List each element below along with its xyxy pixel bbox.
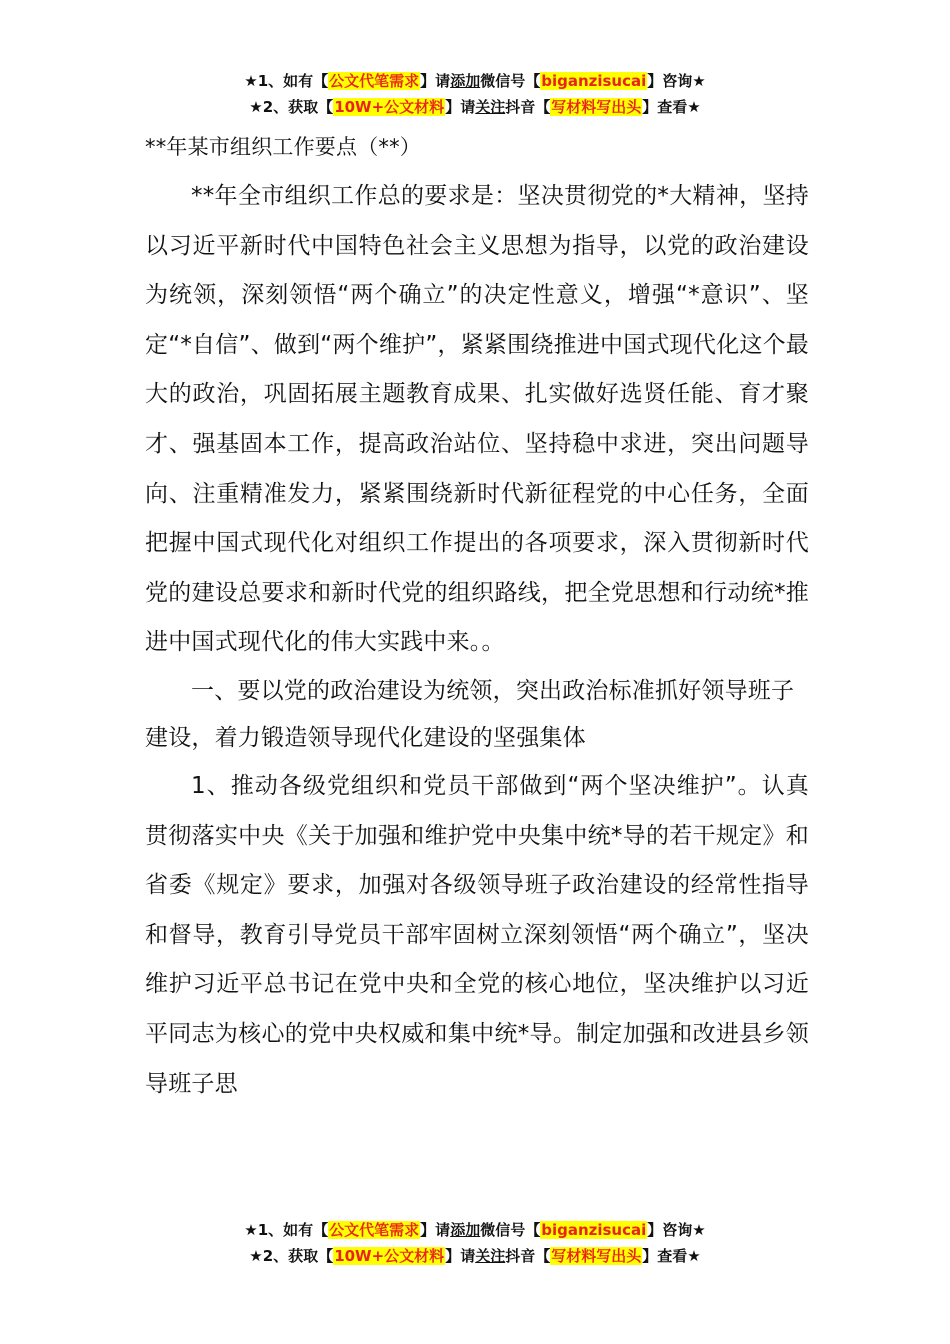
promo-text: 】请 <box>445 98 476 116</box>
promo-text: 】请 <box>445 1247 476 1265</box>
promo-text: 】咨询★ <box>647 1221 706 1239</box>
promo-text: 抖音【 <box>505 98 551 116</box>
promo-underlined: 关注 <box>475 98 506 116</box>
promo-line-1 <box>0 1217 950 1243</box>
promo-highlight: 写材料写出头 <box>551 1247 642 1265</box>
promo-highlight: 10W+公文材料 <box>334 98 445 116</box>
promo-text: 】咨询★ <box>647 72 706 90</box>
promo-highlight: 写材料写出头 <box>551 98 642 116</box>
promo-highlight: biganzisucai <box>541 1221 647 1239</box>
promo-text: ★1、如有【 <box>244 1221 329 1239</box>
promo-highlight: 10W+公文材料 <box>334 1247 445 1265</box>
promo-text: 】查看★ <box>642 1247 701 1265</box>
section-heading-1: 一、要以党的政治建设为统领，突出政治标准抓好领导班子建设，着力锻造领导现代化建设的坚强集体 <box>145 677 795 751</box>
promo-text: 微信号【 <box>480 1221 541 1239</box>
promo-text: 】请 <box>420 72 451 90</box>
document-body <box>145 130 809 1109</box>
promo-underlined: 添加 <box>450 72 481 90</box>
document-title: **年某市组织工作要点（**） <box>145 135 421 159</box>
promo-text: ★1、如有【 <box>244 72 329 90</box>
promo-text: ★2、获取【 <box>249 1247 334 1265</box>
promo-line-2 <box>0 1243 950 1269</box>
promo-highlight: biganzisucai <box>541 72 647 90</box>
promo-banner-top <box>0 68 950 120</box>
promo-highlight: 公文代笔需求 <box>329 72 420 90</box>
promo-text: ★2、获取【 <box>249 98 334 116</box>
promo-highlight: 公文代笔需求 <box>329 1221 420 1239</box>
promo-underlined: 关注 <box>475 1247 506 1265</box>
promo-line-1 <box>0 68 950 94</box>
promo-text: 】请 <box>420 1221 451 1239</box>
promo-line-2 <box>0 94 950 120</box>
promo-text: 微信号【 <box>480 72 541 90</box>
paragraph-item-1: 1、推动各级党组织和党员干部做到“两个坚决维护”。认真贯彻落实中央《关于加强和维护党中央集中统*导的若干规定》和省委《规定》要求，加强对各级领导班子政治建设的经常性指导和督导，教育引导党员干部牢固树立深刻领悟“两个确立”，坚决维护习近平总书记在党中央和全党的核心地位，坚决维护以习近平同志为核心的党中央权威和集中统*导。制定加强和改进县乡领导班子思 <box>145 772 809 1097</box>
promo-banner-bottom <box>0 1217 950 1269</box>
paragraph-intro: **年全市组织工作总的要求是：坚决贯彻党的*大精神，坚持以习近平新时代中国特色社会主义思想为指导，以党的政治建设为统领，深刻领悟“两个确立”的决定性意义，增强“*意识”、坚定“*自信”、做到“两个维护”，紧紧围绕推进中国式现代化这个最大的政治，巩固拓展主题教育成果、扎实做好选贤任能、育才聚才、强基固本工作，提高政治站位、坚持稳中求进，突出问题导向、注重精准发力，紧紧围绕新时代新征程党的中心任务，全面把握中国式现代化对组织工作提出的各项要求，深入贯彻新时代党的建设总要求和新时代党的组织路线，把全党思想和行动统*推进中国式现代化的伟大实践中来。。 <box>145 183 809 656</box>
promo-text: 】查看★ <box>642 98 701 116</box>
promo-underlined: 添加 <box>450 1221 481 1239</box>
promo-text: 抖音【 <box>505 1247 551 1265</box>
